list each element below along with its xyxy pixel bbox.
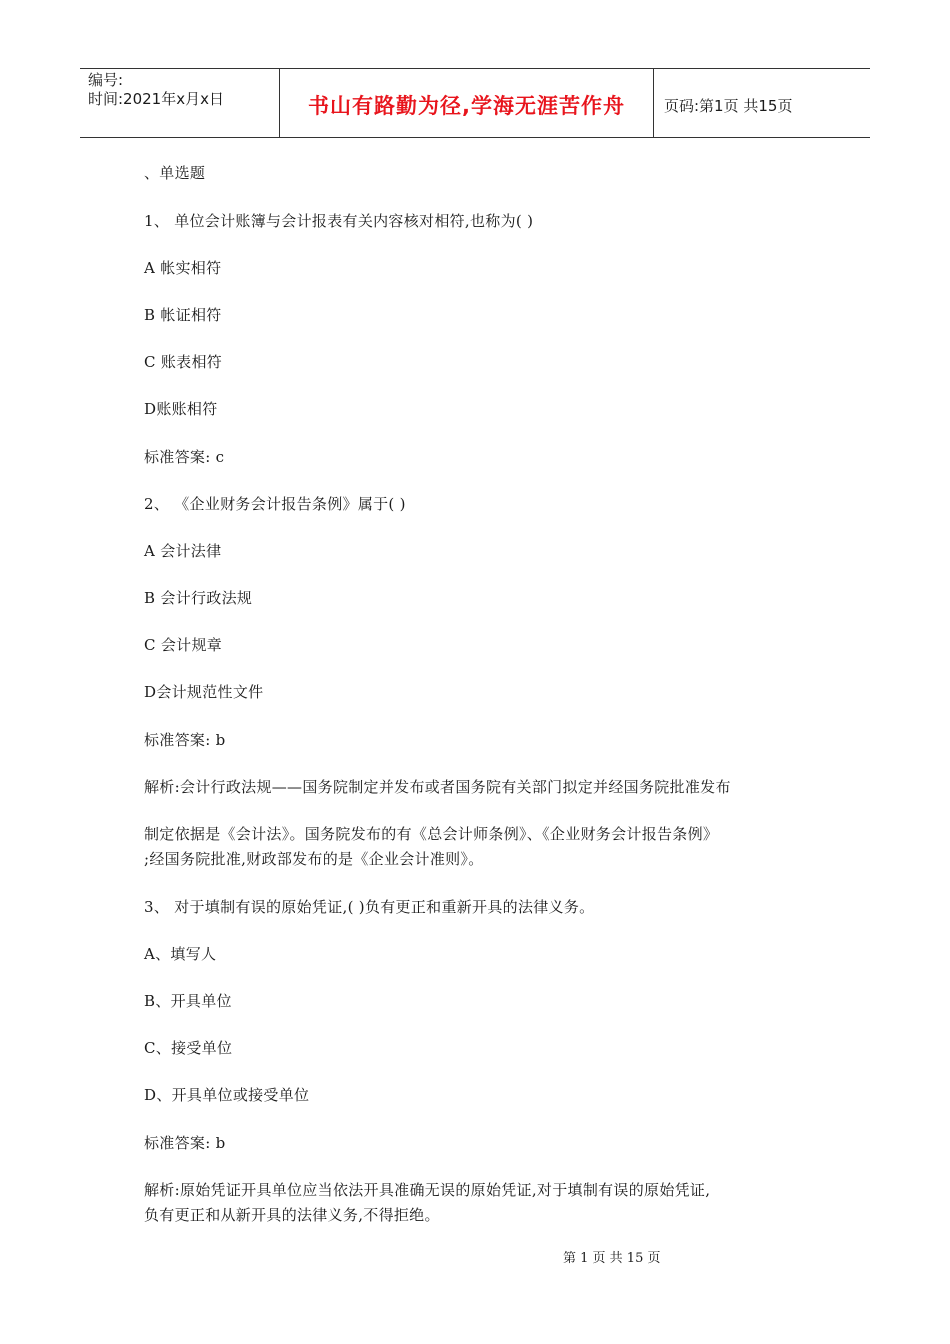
question-3-option-b: B、开具单位 <box>144 992 232 1010</box>
section-title: 、单选题 <box>144 164 206 182</box>
question-1-option-d: D账账相符 <box>144 400 218 418</box>
question-1: 1、 单位会计账簿与会计报表有关内容核对相符,也称为( ) <box>144 212 534 230</box>
question-3-option-a: A、填写人 <box>144 945 217 963</box>
question-3-answer: 标准答案: b <box>144 1134 226 1152</box>
question-1-answer: 标准答案: c <box>144 448 225 466</box>
header-meta <box>80 69 280 137</box>
question-1-option-c: C 账表相符 <box>144 353 223 371</box>
page-number: 第 1 页 共 15 页 <box>563 1251 661 1266</box>
question-3: 3、 对于填制有误的原始凭证,( )负有更正和重新开具的法律义务。 <box>144 898 595 916</box>
question-2: 2、 《企业财务会计报告条例》属于( ) <box>144 495 406 513</box>
document-time-label: 时间:2021年x月x日 <box>88 90 224 108</box>
question-2-analysis-line-1: 解析:会计行政法规——国务院制定并发布或者国务院有关部门拟定并经国务院批准发布 <box>144 778 731 796</box>
question-3-option-d: D、开具单位或接受单位 <box>144 1086 310 1104</box>
question-1-option-a: A 帐实相符 <box>144 259 222 277</box>
question-3-analysis-line-2: 负有更正和从新开具的法律义务,不得拒绝。 <box>144 1206 440 1224</box>
question-2-option-b: B 会计行政法规 <box>144 589 253 607</box>
question-2-option-c: C 会计规章 <box>144 636 223 654</box>
question-2-option-a: A 会计法律 <box>144 542 222 560</box>
question-2-analysis-line-2: 制定依据是《会计法》。国务院发布的有《总会计师条例》、《企业财务会计报告条例》 <box>144 825 719 843</box>
question-3-analysis-line-1: 解析:原始凭证开具单位应当依法开具准确无误的原始凭证,对于填制有误的原始凭证, <box>144 1181 711 1199</box>
question-3-option-c: C、接受单位 <box>144 1039 233 1057</box>
question-2-option-d: D会计规范性文件 <box>144 683 264 701</box>
question-1-option-b: B 帐证相符 <box>144 306 222 324</box>
header-page-info: 页码:第1页 共15页 <box>664 96 793 115</box>
page-header <box>80 68 870 138</box>
question-2-answer: 标准答案: b <box>144 731 226 749</box>
document-number-label: 编号: <box>88 71 124 89</box>
header-motto: 书山有路勤为径,学海无涯苦作舟 <box>280 69 654 137</box>
question-2-analysis-line-3: ;经国务院批准,财政部发布的是《企业会计准则》。 <box>144 850 484 868</box>
